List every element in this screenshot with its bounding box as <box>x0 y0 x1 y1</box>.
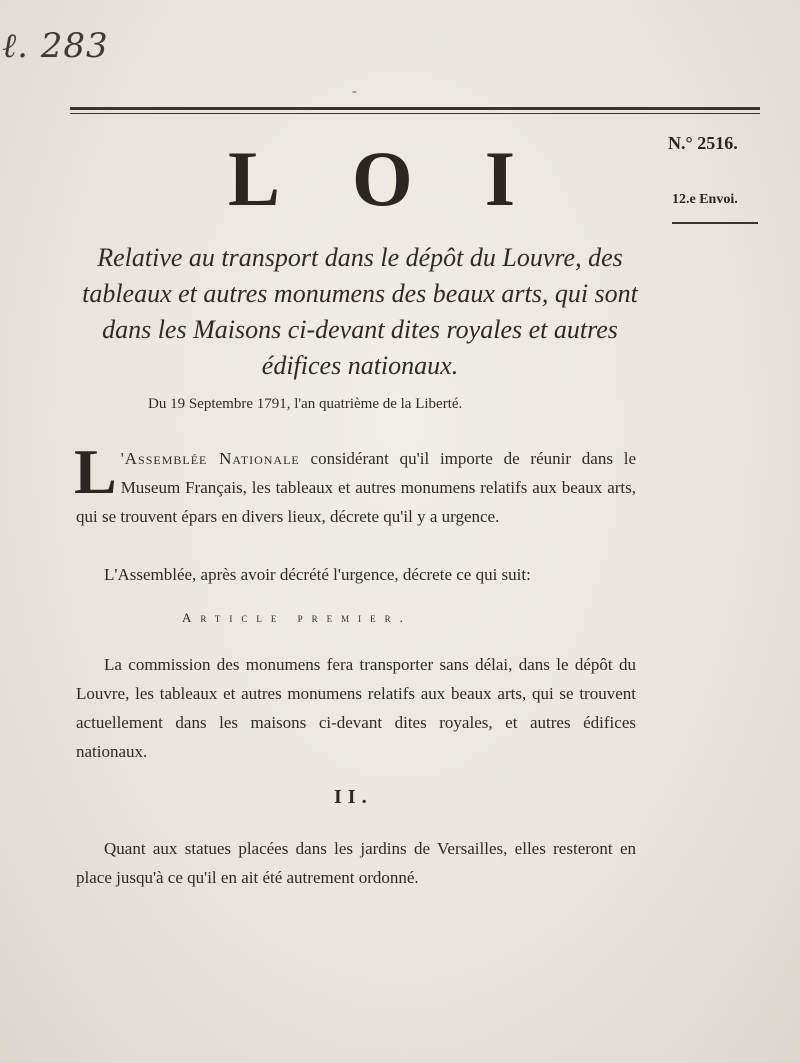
top-mark: - <box>352 84 357 99</box>
top-rule <box>70 107 760 114</box>
preamble-text: considérant qu'il importe de réunir dans le Museum Français, les tableaux et autres monumens relatifs aux beaux arts, qui se trouvent épars en divers lieux, décrete qu'il y a urgence. <box>76 449 637 526</box>
article-heading: Article premier. <box>182 610 412 625</box>
dateline: Du 19 Septembre 1791, l'an quatrième de la Liberté. <box>148 396 463 412</box>
law-subtitle: Relative au transport dans le dépôt du Louvre, des tableaux et autres monumens des beaux arts, qui sont dans les Maisons ci-devant dites royales et autres édifices nationaux. <box>82 243 638 380</box>
handwritten-annotation: ℓ. 283 <box>2 26 109 66</box>
decree-paragraph: L'Assemblée, après avoir décrété l'urgence, décrete ce qui suit: <box>104 565 531 584</box>
document-number: N.° 2516. <box>668 133 738 153</box>
preamble-paragraph <box>74 436 637 531</box>
drop-cap: L <box>74 436 117 507</box>
section-two-heading: II. <box>334 786 373 808</box>
page-title: LOI <box>228 135 588 222</box>
article-one-text: La commission des monumens fera transporter sans délai, dans le dépôt du Louvre, les tableaux et autres monumens relatifs aux beaux arts, qui se trouvent actuellement dans les maisons ci-devant dites royales, et autres édifices nationaux. <box>76 655 636 761</box>
assembly-name: 'Assemblée Nationale <box>120 449 300 468</box>
envoi-rule <box>672 222 758 224</box>
envoi-label: 12.e Envoi. <box>672 192 738 207</box>
article-two-text: Quant aux statues placées dans les jardins de Versailles, elles resteront en place jusqu'à ce qu'il en ait été autrement ordonné. <box>76 839 636 887</box>
